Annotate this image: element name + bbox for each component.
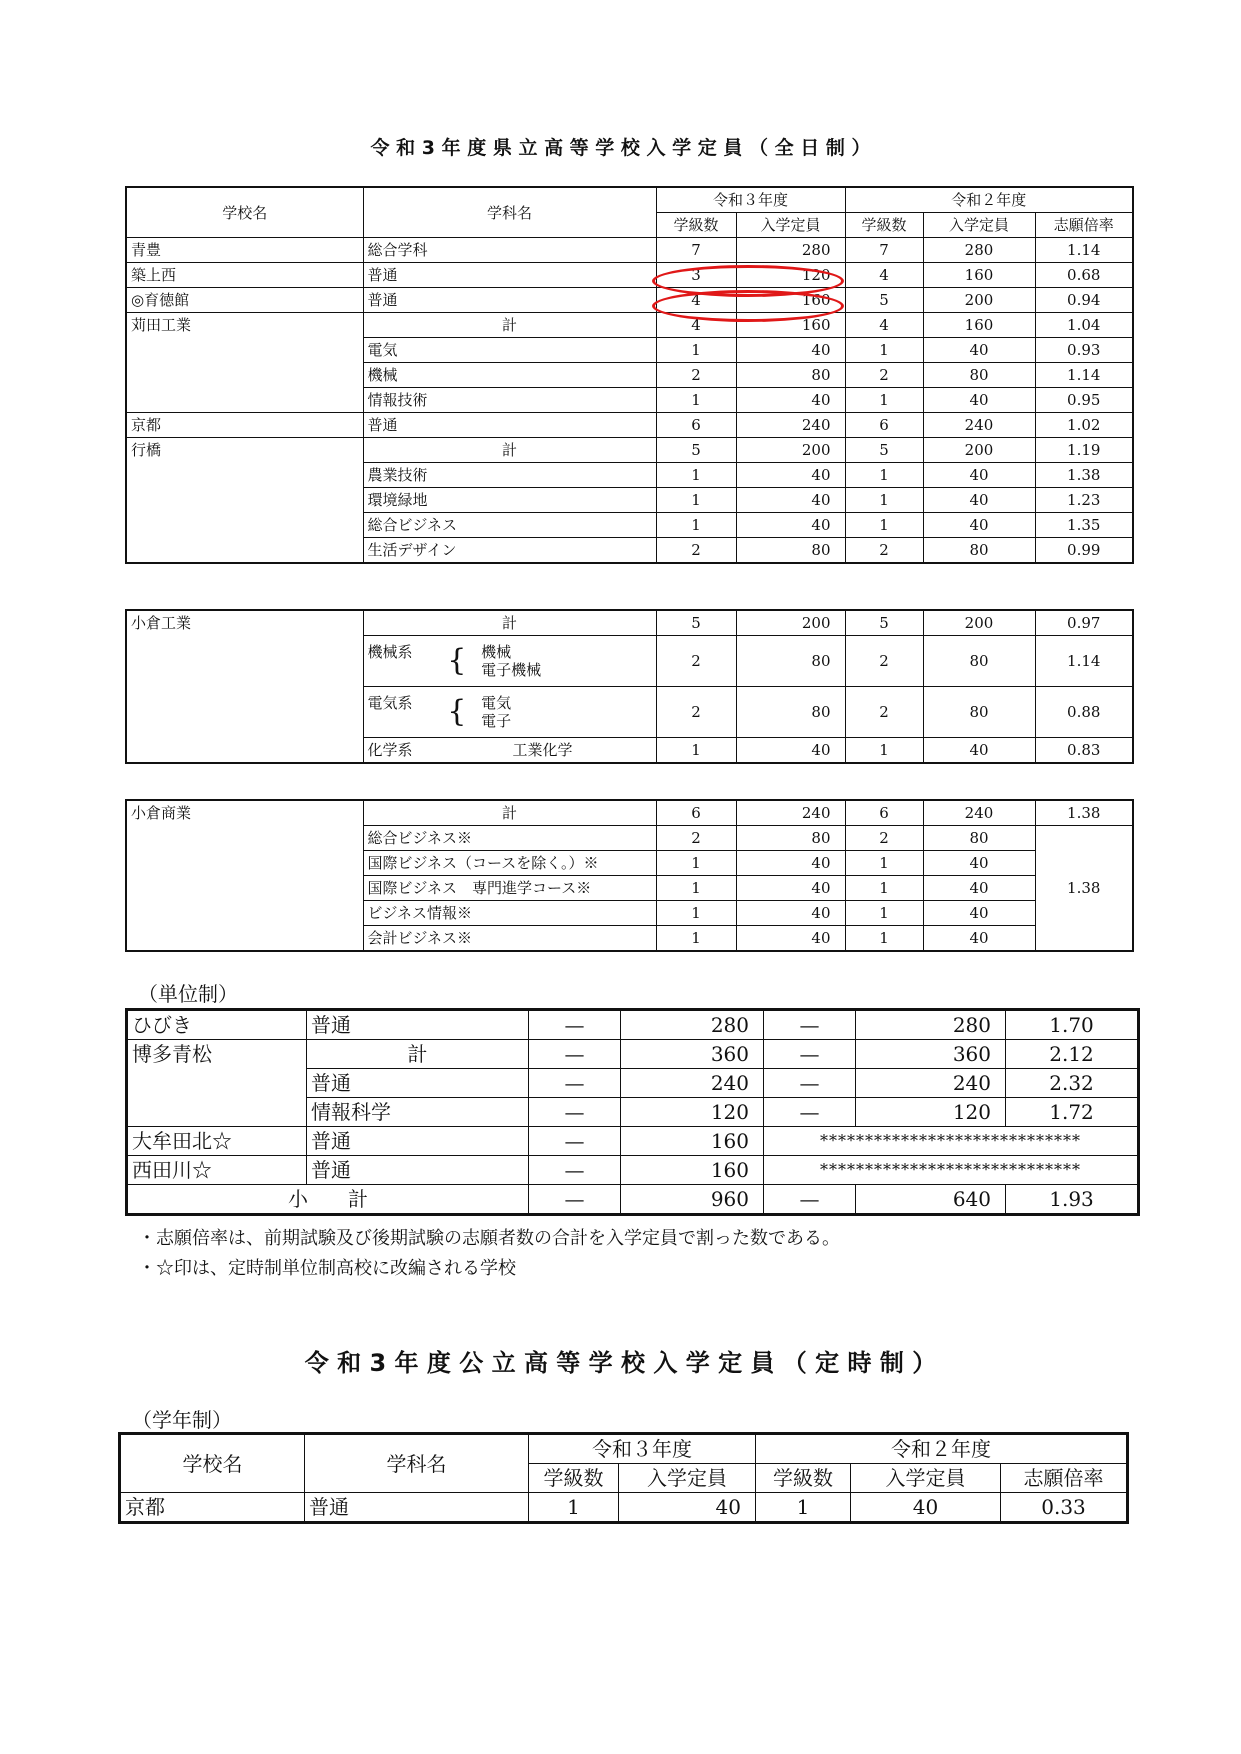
header-dept: 学科名 [363, 187, 656, 238]
capacity-r2: 40 [923, 338, 1035, 363]
capacity-r2: 640 [856, 1185, 1006, 1215]
ratio: 1.23 [1035, 488, 1133, 513]
header-r3: 令和３年度 [656, 187, 845, 213]
dept-name: 計 [363, 800, 656, 826]
classes-r3: 6 [656, 800, 736, 826]
page-title-parttime: 令 和 3 年 度 公 立 高 等 学 校 入 学 定 員 （ 定 時 制 ） [304, 1349, 937, 1377]
school-name: 西田川☆ [127, 1156, 307, 1185]
classes-r2: 1 [845, 463, 923, 488]
dept-name: 化学系 工業化学 [363, 738, 656, 764]
classes-r2: 4 [845, 263, 923, 288]
classes-r3: 3 [656, 263, 736, 288]
capacity-r2: 80 [923, 826, 1035, 851]
ratio: 1.35 [1035, 513, 1133, 538]
dept-name: 普通 [363, 263, 656, 288]
ratio: 1.04 [1035, 313, 1133, 338]
classes-r3: 1 [656, 488, 736, 513]
classes-r2: — [764, 1069, 856, 1098]
table-row [126, 463, 1133, 488]
ratio: 0.95 [1035, 388, 1133, 413]
school-name: 大牟田北☆ [127, 1127, 307, 1156]
capacity-r2: 280 [923, 238, 1035, 263]
capacity-r2: 40 [923, 901, 1035, 926]
ratio: 1.14 [1035, 238, 1133, 263]
school-name: 小倉工業 [126, 610, 363, 763]
dept-name: 計 [363, 313, 656, 338]
capacity-r3: 240 [736, 413, 845, 438]
classes-r3: 5 [656, 610, 736, 636]
classes-r2: 1 [756, 1493, 851, 1523]
classes-r3: — [529, 1156, 621, 1185]
capacity-r3: 40 [736, 463, 845, 488]
ratio: 1.38 [1035, 463, 1133, 488]
classes-r2: 7 [845, 238, 923, 263]
school-name: ひびき [127, 1010, 307, 1040]
classes-r2: 1 [845, 926, 923, 952]
capacity-r3: 80 [736, 538, 845, 564]
dept-name: 普通 [363, 288, 656, 313]
classes-r3: 4 [656, 313, 736, 338]
fulltime-table-2 [125, 609, 1134, 764]
classes-r3: — [529, 1185, 621, 1215]
ratio: 0.97 [1035, 610, 1133, 636]
capacity-r2: 240 [923, 800, 1035, 826]
dept-name: 普通 [307, 1127, 529, 1156]
dept-name: 普通 [305, 1493, 529, 1523]
school-name: 小倉商業 [126, 800, 363, 951]
table-row [126, 413, 1133, 438]
classes-r3: 1 [656, 388, 736, 413]
red-annotation-oval [652, 290, 844, 322]
table-row [126, 438, 1133, 463]
ratio: 2.12 [1006, 1040, 1139, 1069]
capacity-r3: 960 [621, 1185, 764, 1215]
classes-r2: 1 [845, 488, 923, 513]
table-row [126, 263, 1133, 288]
header-capacity-r2: 入学定員 [923, 213, 1035, 238]
ratio-merged: 1.38 [1035, 826, 1133, 952]
capacity-r3: 40 [736, 926, 845, 952]
table-row [126, 538, 1133, 564]
classes-r2: 2 [845, 636, 923, 687]
classes-r2: 2 [845, 363, 923, 388]
classes-r3: 2 [656, 826, 736, 851]
dept-name: 計 [307, 1040, 529, 1069]
school-name [126, 388, 363, 413]
classes-r2: — [764, 1010, 856, 1040]
school-name: 京都 [120, 1493, 305, 1523]
classes-r2: 4 [845, 313, 923, 338]
classes-r2: 5 [845, 288, 923, 313]
dept-name: ビジネス情報※ [363, 901, 656, 926]
ratio: 0.99 [1035, 538, 1133, 564]
classes-r2: 1 [845, 338, 923, 363]
page-title-fulltime: 令 和 3 年 度 県 立 高 等 学 校 入 学 定 員 （ 全 日 制 ） [370, 137, 871, 159]
dept-name: 計 [363, 610, 656, 636]
capacity-r2: 240 [923, 413, 1035, 438]
dept-name: 電気系 { 電気 電子 [363, 687, 656, 738]
classes-r3: 1 [656, 513, 736, 538]
dept-name: 総合学科 [363, 238, 656, 263]
classes-r2: — [764, 1098, 856, 1127]
dept-name: 普通 [307, 1069, 529, 1098]
dept-name: 電気 [363, 338, 656, 363]
dept-name: 機械 [363, 363, 656, 388]
classes-r3: 2 [656, 687, 736, 738]
classes-r3: 2 [656, 363, 736, 388]
header-classes-r3: 学級数 [656, 213, 736, 238]
capacity-r2: 120 [856, 1098, 1006, 1127]
table-row [120, 1493, 1128, 1523]
capacity-r2: 200 [923, 438, 1035, 463]
classes-r2: 1 [845, 388, 923, 413]
classes-r3: 1 [529, 1493, 619, 1523]
classes-r3: 1 [656, 901, 736, 926]
capacity-r3: 160 [736, 313, 845, 338]
note-star: ・☆印は、定時制単位制高校に改編される学校 [138, 1258, 516, 1279]
capacity-r3: 160 [621, 1127, 764, 1156]
capacity-r2: 40 [923, 488, 1035, 513]
capacity-r3: 40 [619, 1493, 756, 1523]
classes-r2: 1 [845, 851, 923, 876]
unit-system-label: （単位制） [138, 982, 238, 1006]
classes-r3: — [529, 1010, 621, 1040]
dept-name: 環境緑地 [363, 488, 656, 513]
header-capacity-r2: 入学定員 [851, 1464, 1001, 1493]
classes-r2: 5 [845, 610, 923, 636]
school-name [126, 513, 363, 538]
parttime-table [118, 1432, 1129, 1524]
header-classes-r2: 学級数 [756, 1464, 851, 1493]
ratio: 0.33 [1001, 1493, 1128, 1523]
capacity-r2: 40 [923, 738, 1035, 764]
classes-r3: 4 [656, 288, 736, 313]
unit-system-table [125, 1008, 1140, 1216]
capacity-r3: 40 [736, 388, 845, 413]
header-r3: 令和３年度 [529, 1434, 756, 1464]
classes-r3: 1 [656, 851, 736, 876]
table-row [127, 1127, 1139, 1156]
dept-name: 普通 [363, 413, 656, 438]
asterisk-fill: ***************************** [764, 1127, 1139, 1156]
classes-r3: 1 [656, 876, 736, 901]
classes-r2: 2 [845, 538, 923, 564]
school-name: 苅田工業 [126, 313, 363, 338]
ratio: 1.38 [1035, 800, 1133, 826]
capacity-r2: 40 [923, 851, 1035, 876]
capacity-r3: 80 [736, 687, 845, 738]
header-school: 学校名 [126, 187, 363, 238]
table-row [126, 800, 1133, 826]
classes-r3: — [529, 1040, 621, 1069]
classes-r2: 2 [845, 687, 923, 738]
classes-r2: 1 [845, 738, 923, 764]
capacity-r3: 40 [736, 901, 845, 926]
dept-name: 計 [363, 438, 656, 463]
header-ratio: 志願倍率 [1035, 213, 1133, 238]
capacity-r2: 40 [923, 876, 1035, 901]
school-name [126, 463, 363, 488]
school-name [126, 363, 363, 388]
header-classes-r2: 学級数 [845, 213, 923, 238]
ratio: 1.93 [1006, 1185, 1139, 1215]
school-name: 青豊 [126, 238, 363, 263]
table-row [126, 288, 1133, 313]
dept-name: 国際ビジネス（コースを除く。）※ [363, 851, 656, 876]
capacity-r2: 360 [856, 1040, 1006, 1069]
classes-r3: 1 [656, 738, 736, 764]
capacity-r3: 40 [736, 488, 845, 513]
ratio: 0.83 [1035, 738, 1133, 764]
asterisk-fill: ***************************** [764, 1156, 1139, 1185]
school-name: 京都 [126, 413, 363, 438]
school-name [126, 338, 363, 363]
table-row [126, 238, 1133, 263]
header-capacity-r3: 入学定員 [736, 213, 845, 238]
capacity-r3: 40 [736, 851, 845, 876]
classes-r3: 7 [656, 238, 736, 263]
capacity-r3: 40 [736, 513, 845, 538]
classes-r3: 2 [656, 538, 736, 564]
classes-r3: 1 [656, 463, 736, 488]
fulltime-table-3 [125, 799, 1134, 952]
capacity-r3: 40 [736, 738, 845, 764]
classes-r2: 6 [845, 800, 923, 826]
ratio: 1.14 [1035, 636, 1133, 687]
ratio: 2.32 [1006, 1069, 1139, 1098]
table-row [126, 513, 1133, 538]
capacity-r2: 40 [923, 463, 1035, 488]
capacity-r2: 160 [923, 263, 1035, 288]
header-dept: 学科名 [305, 1434, 529, 1493]
ratio: 1.02 [1035, 413, 1133, 438]
capacity-r3: 40 [736, 338, 845, 363]
school-name: ◎育徳館 [126, 288, 363, 313]
capacity-r2: 240 [856, 1069, 1006, 1098]
ratio: 1.19 [1035, 438, 1133, 463]
school-name [126, 488, 363, 513]
dept-name: 情報科学 [307, 1098, 529, 1127]
capacity-r2: 80 [923, 687, 1035, 738]
capacity-r3: 360 [621, 1040, 764, 1069]
table-row [127, 1156, 1139, 1185]
classes-r2: 5 [845, 438, 923, 463]
classes-r3: 6 [656, 413, 736, 438]
classes-r2: 6 [845, 413, 923, 438]
capacity-r3: 120 [621, 1098, 764, 1127]
capacity-r2: 80 [923, 636, 1035, 687]
capacity-r3: 80 [736, 636, 845, 687]
ratio: 1.70 [1006, 1010, 1139, 1040]
capacity-r2: 200 [923, 288, 1035, 313]
capacity-r3: 200 [736, 610, 845, 636]
table-row [127, 1010, 1139, 1040]
capacity-r2: 280 [856, 1010, 1006, 1040]
dept-name: 普通 [307, 1156, 529, 1185]
classes-r3: 1 [656, 926, 736, 952]
capacity-r3: 240 [736, 800, 845, 826]
header-r2: 令和２年度 [845, 187, 1133, 213]
ratio: 1.14 [1035, 363, 1133, 388]
school-name: 博多青松 [127, 1040, 307, 1127]
dept-name: 機械系 { 機械 電子機械 [363, 636, 656, 687]
header-capacity-r3: 入学定員 [619, 1464, 756, 1493]
classes-r3: — [529, 1098, 621, 1127]
capacity-r3: 200 [736, 438, 845, 463]
dept-name: 情報技術 [363, 388, 656, 413]
dept-name: 農業技術 [363, 463, 656, 488]
capacity-r2: 80 [923, 363, 1035, 388]
ratio: 0.94 [1035, 288, 1133, 313]
header-ratio: 志願倍率 [1001, 1464, 1128, 1493]
capacity-r2: 40 [923, 513, 1035, 538]
capacity-r2: 40 [851, 1493, 1001, 1523]
school-name: 築上西 [126, 263, 363, 288]
ratio: 0.68 [1035, 263, 1133, 288]
capacity-r2: 40 [923, 926, 1035, 952]
capacity-r2: 200 [923, 610, 1035, 636]
classes-r2: 1 [845, 901, 923, 926]
capacity-r3: 280 [736, 238, 845, 263]
classes-r2: — [764, 1040, 856, 1069]
classes-r3: — [529, 1127, 621, 1156]
dept-name: 普通 [307, 1010, 529, 1040]
capacity-r2: 40 [923, 388, 1035, 413]
table-row [126, 610, 1133, 636]
table-row [126, 313, 1133, 338]
grade-system-label: （学年制） [132, 1408, 232, 1432]
classes-r2: 2 [845, 826, 923, 851]
classes-r3: 2 [656, 636, 736, 687]
capacity-r3: 120 [736, 263, 845, 288]
brace-icon: { [447, 694, 467, 729]
ratio: 1.72 [1006, 1098, 1139, 1127]
capacity-r3: 40 [736, 876, 845, 901]
school-name: 行橋 [126, 438, 363, 463]
table-row [126, 388, 1133, 413]
capacity-r3: 160 [621, 1156, 764, 1185]
capacity-r3: 80 [736, 826, 845, 851]
classes-r3: 1 [656, 338, 736, 363]
header-r2: 令和２年度 [756, 1434, 1128, 1464]
fulltime-table-1 [125, 186, 1134, 564]
school-name [126, 538, 363, 564]
header-classes-r3: 学級数 [529, 1464, 619, 1493]
capacity-r3: 80 [736, 363, 845, 388]
header-school: 学校名 [120, 1434, 305, 1493]
dept-name: 会計ビジネス※ [363, 926, 656, 952]
subtotal-label: 小 計 [127, 1185, 529, 1215]
dept-name: 総合ビジネス※ [363, 826, 656, 851]
ratio: 0.88 [1035, 687, 1133, 738]
table-row [126, 363, 1133, 388]
capacity-r2: 160 [923, 313, 1035, 338]
classes-r2: 1 [845, 876, 923, 901]
note-ratio: ・志願倍率は、前期試験及び後期試験の志願者数の合計を入学定員で割った数である。 [138, 1228, 840, 1249]
dept-name: 総合ビジネス [363, 513, 656, 538]
classes-r2: 1 [845, 513, 923, 538]
capacity-r2: 80 [923, 538, 1035, 564]
capacity-r3: 160 [736, 288, 845, 313]
table-row [127, 1185, 1139, 1215]
brace-icon: { [447, 643, 467, 678]
classes-r3: — [529, 1069, 621, 1098]
dept-name: 生活デザイン [363, 538, 656, 564]
dept-name: 国際ビジネス 専門進学コース※ [363, 876, 656, 901]
table-row [127, 1040, 1139, 1069]
ratio: 0.93 [1035, 338, 1133, 363]
classes-r3: 5 [656, 438, 736, 463]
classes-r2: — [764, 1185, 856, 1215]
capacity-r3: 240 [621, 1069, 764, 1098]
table-row [126, 338, 1133, 363]
table-row [126, 488, 1133, 513]
capacity-r3: 280 [621, 1010, 764, 1040]
